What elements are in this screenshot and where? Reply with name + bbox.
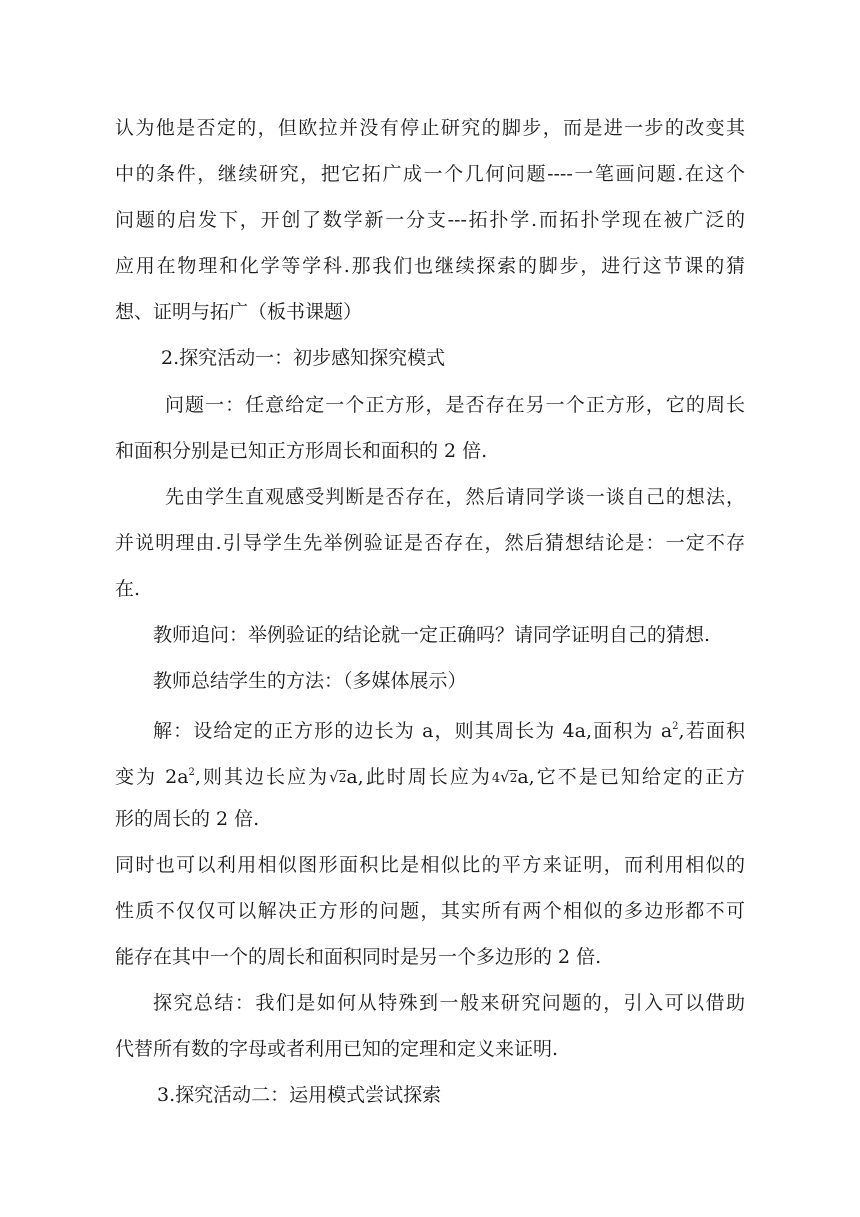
paragraph-line: 代替所有数的字母或者利用已知的定理和定义来证明.: [115, 1038, 559, 1060]
paragraph-line: 问题一：任意给定一个正方形，是否存在另一个正方形，它的周长: [165, 394, 745, 416]
paragraph-line: 想、证明与拓广（板书课题）: [115, 301, 363, 323]
paragraph-line: 先由学生直观感受判断是否存在，然后请同学谈一谈自己的想法，: [165, 486, 745, 508]
solution-text: a,它不是已知给定的正方: [517, 766, 745, 788]
paragraph-line: 探究总结：我们是如何从特殊到一般来研究问题的，引入可以借助: [153, 992, 745, 1014]
superscript: 2: [188, 767, 195, 778]
section-heading: 2.探究活动一：初步感知探究模式: [161, 347, 446, 369]
solution-text: ,则其边长应为: [194, 766, 330, 788]
solution-line-2: [115, 761, 745, 792]
paragraph-line: 教师总结学生的方法：（多媒体展示）: [153, 670, 467, 692]
radicand: 2: [509, 771, 518, 785]
paragraph-line: 形的周长的 2 倍.: [115, 808, 260, 830]
sqrt-expression: [329, 765, 346, 791]
paragraph-line: 并说明理由.引导学生先举例验证是否存在，然后猜想结论是：一定不存: [115, 532, 745, 554]
radical-sign: √: [329, 768, 339, 786]
paragraph-line: 在.: [115, 578, 141, 600]
coefficient: 4: [491, 771, 501, 786]
solution-line-1: [153, 715, 745, 743]
radicand: 2: [338, 771, 347, 785]
paragraph-line: 能存在其中一个的周长和面积同时是另一个多边形的 2 倍.: [115, 946, 602, 968]
radical-sign: √: [500, 768, 510, 786]
solution-text: a,此时周长应为: [346, 766, 492, 788]
solution-text: 解：设给定的正方形的边长为 a，则其周长为 4a,面积为 a: [153, 720, 673, 742]
sqrt-expression: [492, 765, 517, 791]
solution-text: 变为 2a: [115, 766, 189, 788]
superscript: 2: [672, 721, 679, 732]
paragraph-line: 问题的启发下，开创了数学新一分支---拓扑学.而拓扑学现在被广泛的: [115, 209, 745, 231]
paragraph-line: 教师追问：举例验证的结论就一定正确吗？请同学证明自己的猜想.: [153, 624, 711, 646]
solution-text: ,若面积: [678, 720, 745, 742]
paragraph-line: 应用在物理和化学等学科.那我们也继续探索的脚步，进行这节课的猜: [115, 255, 745, 277]
paragraph-line: 性质不仅仅可以解决正方形的问题，其实所有两个相似的多边形都不可: [115, 900, 745, 922]
paragraph-line: 和面积分别是已知正方形周长和面积的 2 倍.: [115, 440, 488, 462]
paragraph-line: 同时也可以利用相似图形面积比是相似比的平方来证明，而利用相似的: [115, 854, 745, 876]
section-heading: 3.探究活动二：运用模式尝试探索: [157, 1084, 442, 1106]
paragraph-line: 中的条件，继续研究，把它拓广成一个几何问题----一笔画问题.在这个: [115, 163, 745, 185]
paragraph-line: 认为他是否定的，但欧拉并没有停止研究的脚步，而是进一步的改变其: [115, 117, 745, 139]
